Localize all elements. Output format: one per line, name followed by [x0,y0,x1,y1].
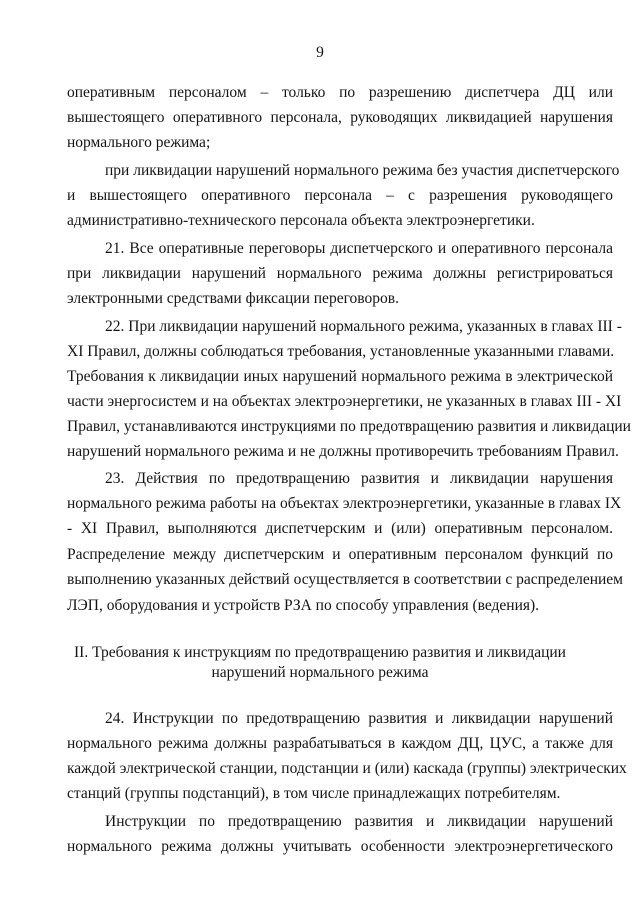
text-line: станций (группы подстанций), в том числе принадлежащих потребителям. [67,785,561,802]
text-line: Инструкции по предотвращению развития и ликвидации нарушений [105,813,613,830]
section-heading-line: нарушений нормального режима [211,664,429,681]
text-line: Требования к ликвидации иных нарушений нормального режима в электрической [67,368,613,385]
text-line: 21. Все оперативные переговоры диспетчерского и оперативного персонала [105,240,613,257]
text-line: части энергосистем и на объектах электроэнергетики, не указанных в главах III - XI [67,393,622,410]
section-heading-line: II. Требования к инструкциям по предотвращению развития и ликвидации [74,644,566,661]
text-line: XI Правил, должны соблюдаться требования, установленные указанными главами. [67,343,615,360]
text-line: при ликвидации нарушений нормального режима без участия диспетчерского [105,162,620,179]
text-line: нормального режима должны учитывать особенности электроэнергетического [67,838,613,855]
text-line: 22. При ликвидации нарушений нормального режима, указанных в главах III - [105,318,622,335]
text-line: каждой электрической станции, подстанции и (или) каскада (группы) электрических [67,760,627,777]
text-line: - XI Правил, выполняются диспетчерским и (или) оперативным персоналом. [67,520,613,537]
text-line: Правил, устанавливаются инструкциями по предотвращению развития и ликвидации [67,418,631,435]
text-line: нормального режима должны разрабатываться в каждом ДЦ, ЦУС, а также для [67,735,613,752]
text-line: выполнению указанных действий осуществляется в соответствии с распределением [67,571,623,588]
text-line: Распределение между диспетчерским и оперативным персоналом функций по [67,546,613,563]
text-line: нарушений нормального режима и не должны противоречить требованиям Правил. [67,443,619,460]
text-line: оперативным персоналом – только по разрешению диспетчера ДЦ или [67,84,613,101]
text-line: административно-технического персонала объекта электроэнергетики. [67,212,535,229]
text-line: вышестоящего оперативного персонала, руководящих ликвидацией нарушения [67,109,613,126]
text-line: ЛЭП, оборудования и устройств РЗА по способу управления (ведения). [67,597,540,614]
text-line: электронными средствами фиксации переговоров. [67,290,399,307]
text-line: при ликвидации нарушений нормального режима должны регистрироваться [67,265,613,282]
text-line: 24. Инструкции по предотвращению развития и ликвидации нарушений [105,710,613,727]
page-number: 9 [316,44,324,61]
text-line: нормального режима; [67,134,211,151]
text-line: 23. Действия по предотвращению развития и ликвидации нарушения [105,470,613,487]
text-line: нормального режима работы на объектах электроэнергетики, указанные в главах IX [67,495,622,512]
text-line: и вышестоящего оперативного персонала – с разрешения руководящего [67,187,613,204]
